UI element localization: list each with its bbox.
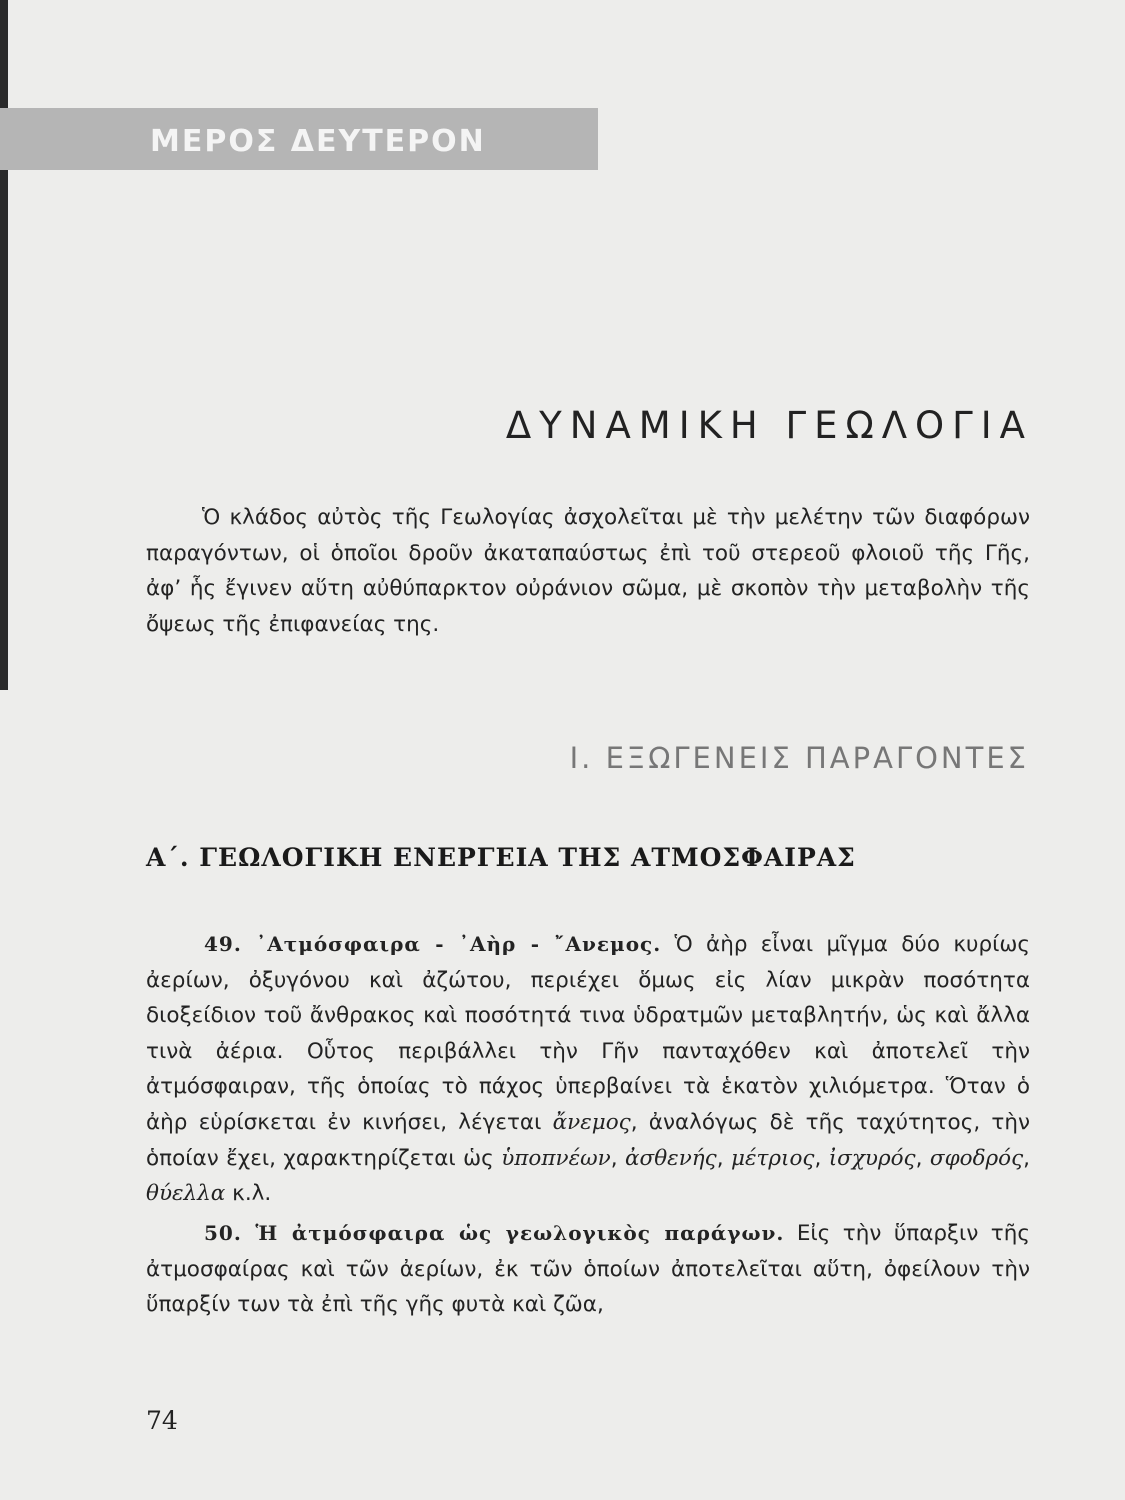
term-ypopneon: ὑποπνέων xyxy=(501,1145,611,1171)
intro-paragraph: Ὁ κλάδος αὐτὸς τῆς Γεωλογίας ἀσχολεῖται μὲ τὴν μελέτην τῶν διαφόρων παραγόντων, οἱ ὁποῖοι δροῦν ἀκαταπαύστως ἐπὶ τοῦ στερεοῦ φλοιοῦ τῆς Γῆς, ἀφ’ ἧς ἔγινεν αὕτη αὐθύπαρκτον οὐράνιον σῶμα, μὲ σκοπὸν τὴν μεταβολὴν τῆς ὄψεως τῆς ἐπιφανείας της. xyxy=(146,505,1030,637)
paragraph-49-text-2: , ἀναλόγως δὲ τῆς ταχύτητος, τὴν ὁποίαν ἔχει, χαρακτηρίζεται ὡς xyxy=(146,1109,1030,1171)
term-sfodros: σφοδρός xyxy=(929,1145,1024,1171)
paragraph-50-text: Εἰς τὴν ὕπαρξιν τῆς ἀτμοσφαίρας καὶ τῶν ἀερίων, ἐκ τῶν ὁποίων ἀποτελεῖται αὕτη, ὀφείλουν τὴν ὕπαρξίν των τὰ ἐπὶ τῆς γῆς φυτὰ καὶ ζῶα, xyxy=(146,1221,1030,1318)
paragraph-49 xyxy=(146,927,1030,1212)
term-anemos: ἄνεμος xyxy=(552,1109,631,1135)
term-separator: , xyxy=(915,1145,930,1171)
paragraph-49-lead: 49. ᾿Ατμόσφαιρα - ᾿Αὴρ - ῎Ανεμος. xyxy=(204,932,662,956)
paragraph-49-text-1: Ὁ ἀὴρ εἶναι μῖγμα δύο κυρίως ἀερίων, ὀξυγόνου καὶ ἀζώτου, περιέχει ὅμως εἰς λίαν μικρὰν ποσότητα διοξείδιον τοῦ ἄνθρακος καὶ ποσότητά τινα ὑδρατμῶν μεταβλητήν, ὡς καὶ ἄλλα τινὰ ἀέρια. Οὗτος περιβάλλει τὴν Γῆν πανταχόθεν καὶ ἀποτελεῖ τὴν ἀτμόσφαιραν, τῆς ὁποίας τὸ πάχος ὑπερβαίνει τὰ ἑκατὸν χιλιόμετρα. Ὅταν ὁ ἀὴρ εὑρίσκεται ἐν κινήσει, λέγεται xyxy=(146,932,1030,1135)
term-separator: , xyxy=(814,1145,829,1171)
term-asthenis: ἀσθενής xyxy=(625,1145,717,1171)
part-heading: ΜΕΡΟΣ ΔΕΥΤΕΡΟΝ xyxy=(150,124,486,159)
term-separator: , xyxy=(610,1145,626,1171)
paragraph-50 xyxy=(146,1216,1030,1323)
term-ischyros: ἰσχυρός xyxy=(828,1145,916,1171)
page-number: 74 xyxy=(146,1406,178,1435)
section-title: ΔΥΝΑΜΙΚΗ ΓΕΩΛΟΓΙΑ xyxy=(505,404,1033,447)
page-edge-shadow xyxy=(0,0,8,690)
paragraph-50-lead: 50. Ἡ ἀτμόσφαιρα ὡς γεωλογικὸς παράγων. xyxy=(204,1221,785,1245)
term-thyella: θύελλα xyxy=(146,1181,226,1207)
subsection-title: Ι. ΕΞΩΓΕΝΕΙΣ ΠΑΡΑΓΟΝΤΕΣ xyxy=(569,741,1029,775)
chapter-title: Α΄. ΓΕΩΛΟΓΙΚΗ ΕΝΕΡΓΕΙΑ ΤΗΣ ΑΤΜΟΣΦΑΙΡΑΣ xyxy=(146,843,856,872)
term-separator: , xyxy=(716,1145,731,1171)
term-metrios: μέτριος xyxy=(730,1145,815,1171)
term-separator: , xyxy=(1023,1145,1030,1171)
paragraph-49-end: κ.λ. xyxy=(225,1181,272,1207)
